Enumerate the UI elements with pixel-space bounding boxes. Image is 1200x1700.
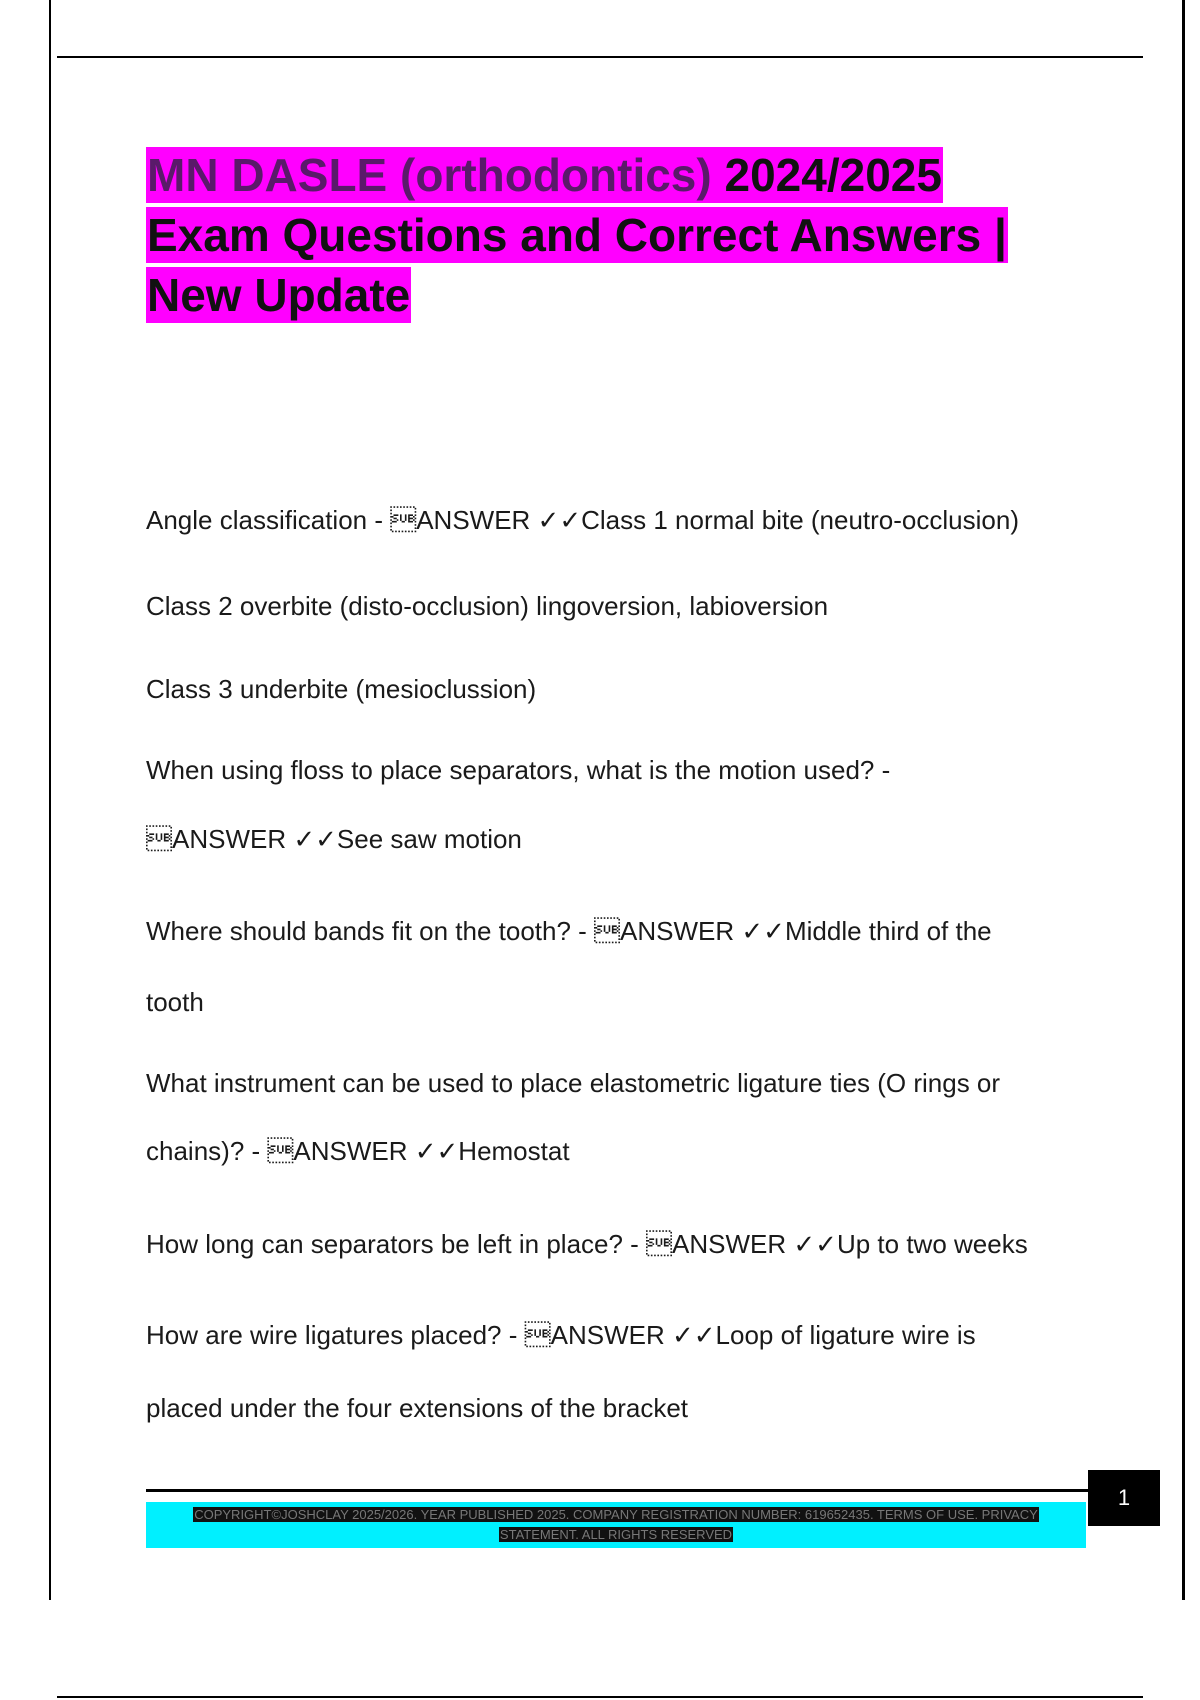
title-part2: 2024/2025: [724, 149, 942, 201]
copyright-line2: STATEMENT. ALL RIGHTS RESERVED: [499, 1527, 733, 1542]
page-number: 1: [1088, 1470, 1160, 1526]
text-line: Class 2 overbite (disto-occlusion) lingoversion, labioversion: [146, 591, 829, 621]
copyright-footer: [146, 1502, 1086, 1548]
text-line: tooth: [146, 987, 204, 1017]
text-line: How long can separators be left in place? - ANSWER ✓✓Up to two weeks: [146, 1229, 1028, 1259]
copyright-text: [146, 1505, 1086, 1545]
text-line: Class 3 underbite (mesioclussion): [146, 674, 537, 704]
text-line: ANSWER ✓✓See saw motion: [146, 824, 522, 854]
text-line: Where should bands fit on the tooth? - ANSWER ✓✓Middle third of the: [146, 916, 992, 946]
text-line: chains)? - ANSWER ✓✓Hemostat: [146, 1136, 570, 1166]
title-line2: Exam Questions and Correct Answers |: [147, 209, 1007, 261]
text-line: When using floss to place separators, what is the motion used? -: [146, 755, 891, 785]
text-line: How are wire ligatures placed? - ANSWER ✓✓Loop of ligature wire is: [146, 1320, 976, 1350]
title-line3: New Update: [147, 269, 411, 321]
bottom-rule: [57, 1696, 1143, 1698]
text-line: placed under the four extensions of the bracket: [146, 1393, 689, 1423]
document-title: [146, 145, 1106, 325]
title-part1: MN DASLE (orthodontics): [147, 149, 712, 201]
page-right-border: [1182, 0, 1185, 1600]
copyright-line1: COPYRIGHT©JOSHCLAY 2025/2026. YEAR PUBLISHED 2025. COMPANY REGISTRATION NUMBER: 619652435. TERMS OF USE. PRIVACY: [194, 1507, 1038, 1522]
header-rule: [57, 56, 1143, 58]
text-line: What instrument can be used to place elastometric ligature ties (O rings or: [146, 1068, 1001, 1098]
footer-rule: [146, 1489, 1088, 1492]
text-line: Angle classification - ANSWER ✓✓Class 1 normal bite (neutro-occlusion): [146, 505, 1019, 535]
page-left-border: [49, 0, 51, 1600]
